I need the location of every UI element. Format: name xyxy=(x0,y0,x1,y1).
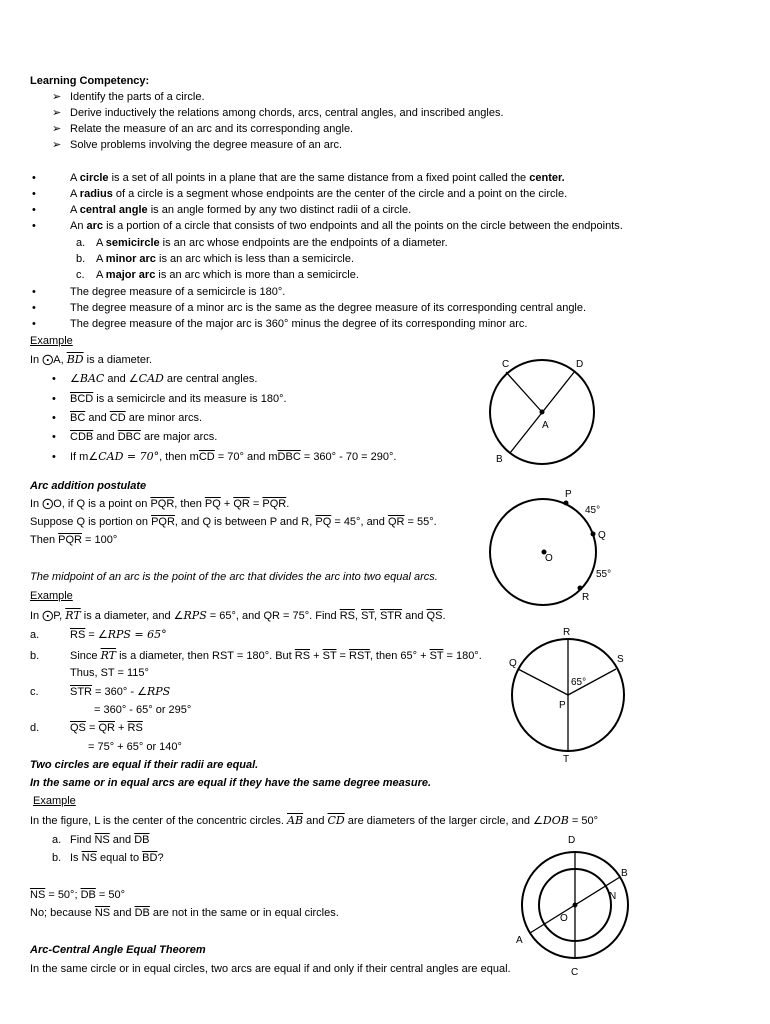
arrow-bullet-icon: ➢ xyxy=(52,123,62,135)
ex3-intro: In the figure, L is the center of the concentric circles. $\overline{AB}$ and $\overline{CD}$ are diameters of the larger circle, and ∠DOB = 50° xyxy=(30,814,599,827)
def-circle: A circle is a set of all points in a plane that are the same distance from a fixed point called the center. xyxy=(70,172,565,184)
midpoint-definition: The midpoint of an arc is the point of the arc that divides the arc into two equal arcs. xyxy=(30,571,438,583)
competency-item xyxy=(52,138,61,152)
competency-item xyxy=(52,90,61,104)
bullet-icon: • xyxy=(32,318,36,330)
label-p: P xyxy=(565,489,572,500)
item-letter: d. xyxy=(30,722,40,734)
concentric-circles-figure xyxy=(505,830,645,980)
label-a: A xyxy=(516,935,523,946)
ex2-a: $\overline{RS}$ = ∠RPS = 65° xyxy=(70,628,167,641)
def-arc: An arc is a portion of a circle that consists of two endpoints and all the points on the circle between the endpoints. xyxy=(70,220,623,232)
item-letter: a. xyxy=(30,629,40,641)
label-b: B xyxy=(621,868,628,879)
example-label: Example xyxy=(30,335,73,347)
ex2-intro: In ⨀P, $\overline{RT}$ is a diameter, and ∠RPS = 65°, and QR = 75°. Find $\overline{RS}$, $\overline{ST}$, $\overline{STR}$ and $\overline{QS}$. xyxy=(30,609,446,622)
label-s: S xyxy=(617,654,624,665)
point-r xyxy=(578,586,583,591)
circle-p-figure xyxy=(505,625,635,765)
label-d: D xyxy=(568,835,576,846)
ex1-line: If m∠CAD = 70°, then $m\overline{CD} = 70^\circ$ and $m\overline{DBC} = 360^\circ - 70 = 290^\circ$. xyxy=(70,450,397,463)
ex1-intro: In ⨀A, $\overline{BD}$ is a diameter. xyxy=(30,353,153,366)
competency-item xyxy=(52,122,61,136)
competency-item-text: Relate the measure of an arc and its corresponding angle. xyxy=(70,123,354,135)
item-letter: b. xyxy=(30,650,40,662)
ex1-line: ∠BAC and ∠CAD are central angles. xyxy=(70,372,258,385)
theorem-title: Arc-Central Angle Equal Theorem xyxy=(30,944,206,956)
label-o: O xyxy=(560,913,568,924)
point-q xyxy=(591,532,596,537)
def-radius: A radius of a circle is a segment whose endpoints are the center of the circle and a point on the circle. xyxy=(70,188,568,200)
ex1-line: $\overline{BC}$ and $\overline{CD}$ are minor arcs. xyxy=(70,412,203,424)
radius-pq xyxy=(518,669,568,695)
label-r: R xyxy=(563,627,571,638)
competency-heading: Learning Competency: xyxy=(30,75,150,87)
label-d: D xyxy=(576,359,584,370)
postulate-line: Suppose Q is portion on $\overline{PQR}$, and Q is between P and R, $\overline{PQ} = 45^\circ$, and $\overline{QR} = 55^\circ$. xyxy=(30,516,437,528)
bullet-icon: • xyxy=(32,220,36,232)
arrow-bullet-icon: ➢ xyxy=(52,107,62,119)
ex3-question-a: Find $\overline{NS}$ and $\overline{DB}$ xyxy=(70,834,150,846)
postulate-line: In ⨀O, if Q is a point on $\overline{PQR}$, then $\overline{PQ} + \overline{QR} = \overline{PQR}$. xyxy=(30,498,290,510)
ex2-b: Since $\overline{RT}$ is a diameter, then RST = 180°. But $\overline{RS} + \overline{ST} = \overline{RST}$, then $65^\circ + \overline{ST} = 180^\circ$. xyxy=(70,649,482,662)
label-t: T xyxy=(563,754,570,765)
semicircle-measure: The degree measure of a semicircle is 180°. xyxy=(70,286,286,298)
label-a: A xyxy=(542,420,549,431)
item-letter: b. xyxy=(52,852,62,864)
ex3-answer-1: $\overline{NS} = 50^\circ$; $\overline{DB} = 50^\circ$ xyxy=(30,889,126,901)
example-label: Example xyxy=(33,795,76,807)
def-semicircle: A semicircle is an arc whose endpoints are the endpoints of a diameter. xyxy=(96,237,448,249)
label-q: Q xyxy=(509,658,517,669)
ex2-c-line2: = 360° - 65° or 295° xyxy=(94,704,192,716)
center-point xyxy=(573,903,578,908)
minor-arc-measure: The degree measure of a minor arc is the same as the degree measure of its corresponding central angle. xyxy=(70,302,587,314)
postulate-title: Arc addition postulate xyxy=(30,480,147,492)
theorem-text: In the same circle or in equal circles, two arcs are equal if and only if their central angles are equal. xyxy=(30,963,511,975)
bullet-icon: • xyxy=(32,204,36,216)
label-b: B xyxy=(496,454,503,465)
bullet-icon: • xyxy=(52,373,56,385)
ex2-c: $\overline{STR} = 360^\circ$ - ∠RPS xyxy=(70,685,171,698)
competency-item xyxy=(52,106,61,120)
competency-item-text: Solve problems involving the degree measure of an arc. xyxy=(70,139,343,151)
bullet-icon: • xyxy=(32,286,36,298)
sub-letter: c. xyxy=(76,269,85,281)
item-letter: c. xyxy=(30,686,39,698)
center-point xyxy=(540,410,545,415)
bullet-icon: • xyxy=(32,172,36,184)
arrow-bullet-icon: ➢ xyxy=(52,139,62,151)
bullet-icon: • xyxy=(52,412,56,424)
label-p: P xyxy=(559,700,566,711)
competency-item-text: Derive inductively the relations among chords, arcs, central angles, and inscribed angles. xyxy=(70,107,504,119)
sub-letter: b. xyxy=(76,253,86,265)
ex1-line: $\overline{CDB}$ and $\overline{DBC}$ are major arcs. xyxy=(70,431,218,443)
label-o: O xyxy=(545,553,553,564)
label-n: N xyxy=(609,891,617,902)
bullet-icon: • xyxy=(32,302,36,314)
label-65: 65° xyxy=(571,677,587,688)
rule-equal-arcs: In the same or in equal arcs are equal if they have the same degree measure. xyxy=(30,777,432,789)
postulate-line: Then $\overline{PQR} = 100^\circ$ xyxy=(30,534,118,546)
circle-o-figure xyxy=(485,485,620,607)
ex1-line: $\overline{BCD}$ is a semicircle and its measure is 180°. xyxy=(70,393,287,405)
example-label: Example xyxy=(30,590,73,602)
ex2-d: $\overline{QS} = \overline{QR} + \overline{RS}$ xyxy=(70,722,143,734)
bullet-icon: • xyxy=(52,431,56,443)
label-c: C xyxy=(571,967,579,978)
item-letter: a. xyxy=(52,834,62,846)
rule-equal-circles: Two circles are equal if their radii are equal. xyxy=(30,759,259,771)
label-r: R xyxy=(582,592,590,603)
competency-item-text: Identify the parts of a circle. xyxy=(70,91,205,103)
radius-ac xyxy=(506,372,542,412)
ex2-d-line2: = 75° + 65° or 140° xyxy=(88,741,182,753)
label-c: C xyxy=(502,359,510,370)
bullet-icon: • xyxy=(52,451,56,463)
ex3-answer-2: No; because $\overline{NS}$ and $\overline{DB}$ are not in the same or in equal circles. xyxy=(30,907,339,919)
label-q: Q xyxy=(598,530,606,541)
bullet-icon: • xyxy=(52,393,56,405)
ex2-b-thus: Thus, ST = 115° xyxy=(70,667,149,679)
ex3-question-b: Is $\overline{NS}$ equal to $\overline{BD}$? xyxy=(70,852,164,864)
label-55: 55° xyxy=(596,569,612,580)
def-central-angle: A central angle is an angle formed by any two distinct radii of a circle. xyxy=(70,204,412,216)
bullet-icon: • xyxy=(32,188,36,200)
def-major-arc: A major arc is an arc which is more than a semicircle. xyxy=(96,269,359,281)
label-45: 45° xyxy=(585,505,601,516)
major-arc-measure: The degree measure of the major arc is 360° minus the degree of its corresponding minor arc. xyxy=(70,318,528,330)
def-minor-arc: A minor arc is an arc which is less than a semicircle. xyxy=(96,253,355,265)
point-p xyxy=(564,501,569,506)
circle-a-figure xyxy=(485,355,605,467)
arrow-bullet-icon: ➢ xyxy=(52,91,62,103)
sub-letter: a. xyxy=(76,237,86,249)
